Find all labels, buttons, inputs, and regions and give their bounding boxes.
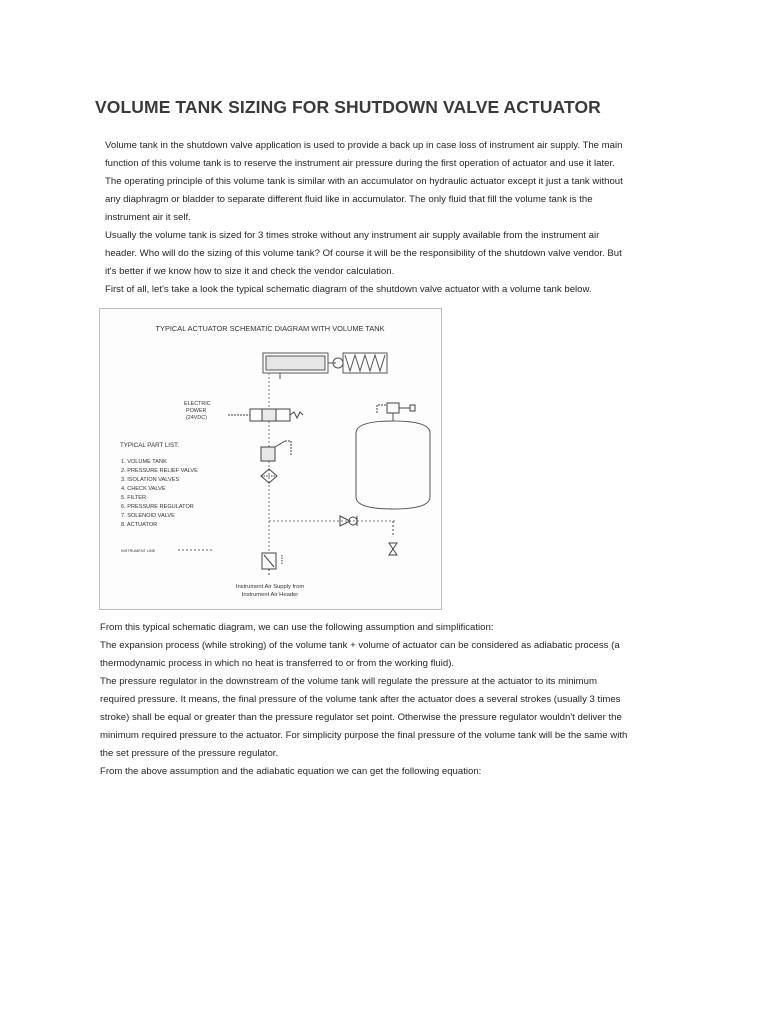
part-item: 7. SOLENOID VALVE (121, 513, 175, 519)
body-paragraph (100, 619, 700, 781)
text-line: Usually the volume tank is sized for 3 times stroke without any instrument air supply available from the instrument air (105, 230, 600, 241)
pressure-regulator-icon (261, 441, 291, 461)
page-title: VOLUME TANK SIZING FOR SHUTDOWN VALVE ACTUATOR (95, 97, 601, 117)
text-line: minimum required pressure to the actuator. For simplicity purpose the final pressure of the volume tank will be the same with (100, 730, 628, 741)
intro-paragraph (105, 137, 695, 299)
volume-tank-icon (356, 413, 430, 509)
filter-icon (261, 469, 277, 483)
power-label-line: POWER (186, 408, 207, 414)
text-line: The operating principle of this volume tank is similar with an accumulator on hydraulic actuator except it just a tank without (105, 176, 623, 187)
part-item: 5. FILTER (121, 495, 147, 501)
text-line: function of this volume tank is to reserve the instrument air pressure during the first operation of actuator and use it later. (105, 158, 615, 169)
schematic-svg (100, 309, 441, 609)
part-list-title: TYPICAL PART LIST: (120, 442, 179, 449)
diagram-title: TYPICAL ACTUATOR SCHEMATIC DIAGRAM WITH VOLUME TANK (155, 324, 385, 333)
power-label-line: (24VDC) (186, 415, 207, 421)
text-line: From this typical schematic diagram, we can use the following assumption and simplification: (100, 622, 494, 633)
schematic-diagram (99, 308, 442, 610)
relief-valve-icon (377, 403, 415, 413)
text-line: Volume tank in the shutdown valve application is used to provide a back up in case loss of instrument air supply. The main (105, 140, 623, 151)
text-line: stroke) shall be equal or greater than the pressure regulator set point. Otherwise the pressure regulator wouldn't deliver the (100, 712, 622, 723)
text-line: First of all, let's take a look the typical schematic diagram of the shutdown valve actuator with a volume tank below. (105, 284, 592, 295)
supply-label-line: Instrument Air Supply from (235, 584, 305, 590)
solenoid-valve-icon (228, 409, 303, 421)
power-label-line: ELECTRIC (184, 401, 211, 407)
legend-label: INSTRUMENT LINE (121, 549, 156, 553)
text-line: it's better if we know how to size it and check the vendor calculation. (105, 266, 395, 277)
text-line: any diaphragm or bladder to separate different fluid like in accumulator. The only fluid that fill the volume tank is the (105, 194, 593, 205)
supply-label-line: Instrument Air Header (241, 592, 299, 598)
text-line: thermodynamic process in which no heat is transferred to or from the working fluid). (100, 658, 455, 669)
text-line: The pressure regulator in the downstream of the volume tank will regulate the pressure at the actuator to its minimum (100, 676, 597, 687)
part-item: 6. PRESSURE REGULATOR (121, 504, 194, 510)
text-line: required pressure. It means, the final pressure of the volume tank after the actuator does a several strokes (usually 3 times (100, 694, 621, 705)
part-item: 1. VOLUME TANK (121, 459, 167, 465)
text-line: From the above assumption and the adiabatic equation we can get the following equation: (100, 766, 482, 777)
text-line: the set pressure of the pressure regulator. (100, 748, 279, 759)
text-line: header. Who will do the sizing of this volume tank? Of course it will be the responsibility of the shutdown valve vendor. But (105, 248, 622, 259)
part-item: 3. ISOLATION VALVES (121, 477, 180, 483)
actuator-icon (263, 353, 387, 379)
part-item: 2. PRESSURE RELIEF VALVE (121, 468, 198, 474)
text-line: The expansion process (while stroking) of the volume tank + volume of actuator can be considered as adiabatic process (a (100, 640, 620, 651)
isolation-valve-icon (262, 553, 282, 577)
part-item: 4. CHECK VALVE (121, 486, 166, 492)
part-item: 8. ACTUATOR (121, 522, 158, 528)
drain-valve-icon (389, 521, 397, 555)
text-line: instrument air it self. (105, 212, 191, 223)
